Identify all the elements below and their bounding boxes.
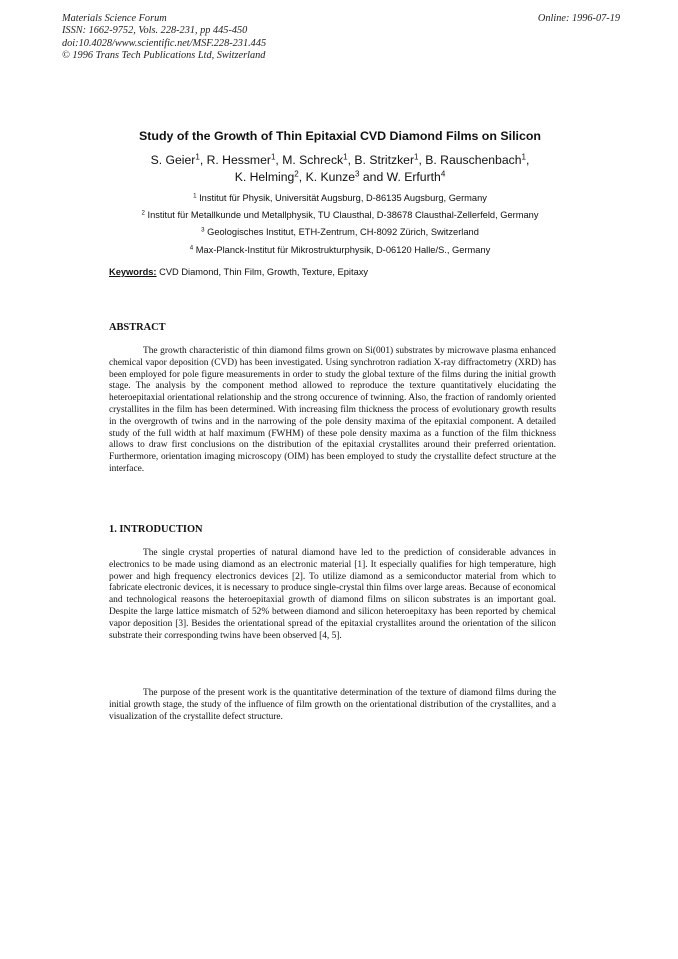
author-affiliation-mark: 1 bbox=[343, 152, 348, 162]
author-separator: and bbox=[359, 169, 387, 184]
keywords-label: Keywords: bbox=[109, 267, 157, 277]
author-affiliation-mark: 1 bbox=[521, 152, 526, 162]
abstract-heading: ABSTRACT bbox=[109, 322, 166, 333]
affiliation-text: Institut für Metallkunde und Metallphysik, TU Clausthal, D-38678 Clausthal-Zellerfeld, Germany bbox=[147, 210, 539, 221]
author-affiliation-mark: 1 bbox=[270, 152, 276, 162]
journal-name: Materials Science Forum bbox=[62, 13, 167, 24]
keywords bbox=[109, 266, 368, 278]
author-affiliation-mark: 2 bbox=[294, 169, 299, 179]
author-affiliation-mark: 1 bbox=[195, 152, 200, 162]
affiliation bbox=[60, 207, 620, 224]
affiliation bbox=[60, 224, 620, 241]
introduction-paragraph: The single crystal properties of natural diamond have led to the prediction of considerable advances in electronics to be made using diamond as an electronic material [1]. It especially qualifies for high temperature, high power and high frequency electronics devices [2]. To utilize diamond as a semiconductor material from which to fabricate electronic devices, it is necessary to produce single-crystal thin films over large areas. Because of economical and technological reasons the heteroepitaxial growth of diamond films on silicon substrates is an important goal. Despite the large lattice mismatch of 52% between diamond and silicon heteroepitaxy has been reported by chemical vapor deposition [3]. Besides the orientational spread of the epitaxial crystallites around the orientation of the silicon substrate their corresponding twins have been observed [4, 5]. bbox=[109, 548, 556, 641]
author-name: R. Hessmer bbox=[206, 153, 271, 167]
author-affiliation-mark: 4 bbox=[440, 169, 446, 179]
issn-line: ISSN: 1662-9752, Vols. 228-231, pp 445-450 bbox=[62, 25, 248, 37]
author-line bbox=[70, 169, 610, 186]
affiliation bbox=[60, 190, 620, 207]
author-name: K. Helming bbox=[234, 169, 295, 184]
doi-line: doi:10.4028/www.scientific.net/MSF.228-231.445 bbox=[62, 37, 267, 49]
introduction-heading: 1. INTRODUCTION bbox=[109, 524, 203, 535]
author-separator: , bbox=[199, 153, 207, 167]
author-separator: , bbox=[525, 153, 530, 167]
affiliation-text: Geologisches Institut, ETH-Zentrum, CH-8092 Zürich, Switzerland bbox=[207, 227, 479, 238]
author-separator: , bbox=[275, 153, 283, 167]
author-name: M. Schreck bbox=[282, 153, 344, 167]
author-name: W. Erfurth bbox=[386, 169, 441, 184]
copyright-line: © 1996 Trans Tech Publications Ltd, Switzerland bbox=[62, 50, 266, 62]
author-separator: , bbox=[418, 153, 426, 167]
affiliation bbox=[60, 242, 620, 259]
author-line bbox=[70, 152, 610, 169]
author-affiliation-mark: 1 bbox=[414, 152, 419, 162]
keywords-text: CVD Diamond, Thin Film, Growth, Texture, Epitaxy bbox=[159, 267, 369, 277]
author-name: S. Geier bbox=[150, 153, 196, 167]
author-name: B. Rauschenbach bbox=[425, 153, 522, 167]
affiliation-number: 2 bbox=[141, 209, 145, 217]
affiliation-number: 1 bbox=[193, 192, 197, 200]
abstract-text: The growth characteristic of thin diamond films grown on Si(001) substrates by microwave plasma enhanced chemical vapor deposition (CVD) has been investigated. Using synchrotron radiation X-ray diffractometry (XRD) has been employed for pole figure measurements in order to study the global texture of the films during the initial growth stage. The analysis by the component method allowed to reproduce the texture quantitatively elucidating the heteroepitaxial orientational relationship and the strong occurence of twinning. Also, the fraction of randomly oriented crystallites in the film has been determined. With increasing film thickness the process of evolutionary growth results in the overgrowth of twins and in the narrowing of the pole density maxima of the epitaxial component. A detailed study of the full width at half maximum (FWHM) of these pole density maxima as a function of the film thickness allows to draw first conclusions on the distribution of the epitaxial crystallites around their preferred orientation. Furthermore, orientation imaging microscopy (OIM) has been employed to study the crystallite defect structure at the interface. bbox=[109, 346, 556, 474]
author-list bbox=[70, 152, 610, 185]
affiliation-text: Max-Planck-Institut für Mikrostrukturphysik, D-06120 Halle/S., Germany bbox=[195, 244, 491, 255]
publication-header bbox=[62, 13, 382, 63]
introduction-paragraph: The purpose of the present work is the quantitative determination of the texture of diamond films during the initial growth stage, the study of the influence of film growth on the orientational distribution of the crystallites, and a visualization of the crystallite defect structure. bbox=[109, 688, 556, 722]
affiliation-list bbox=[60, 190, 620, 259]
online-date: Online: 1996-07-19 bbox=[537, 13, 620, 24]
author-name: K. Kunze bbox=[305, 169, 356, 184]
author-separator: , bbox=[298, 169, 306, 184]
author-name: B. Stritzker bbox=[354, 153, 415, 167]
author-affiliation-mark: 3 bbox=[355, 169, 360, 179]
author-separator: , bbox=[347, 153, 355, 167]
paper-title: Study of the Growth of Thin Epitaxial CVD Diamond Films on Silicon bbox=[138, 129, 542, 143]
affiliation-text: Institut für Physik, Universität Augsburg, D-86135 Augsburg, Germany bbox=[199, 193, 487, 203]
affiliation-number: 3 bbox=[201, 227, 205, 235]
affiliation-number: 4 bbox=[189, 244, 194, 252]
